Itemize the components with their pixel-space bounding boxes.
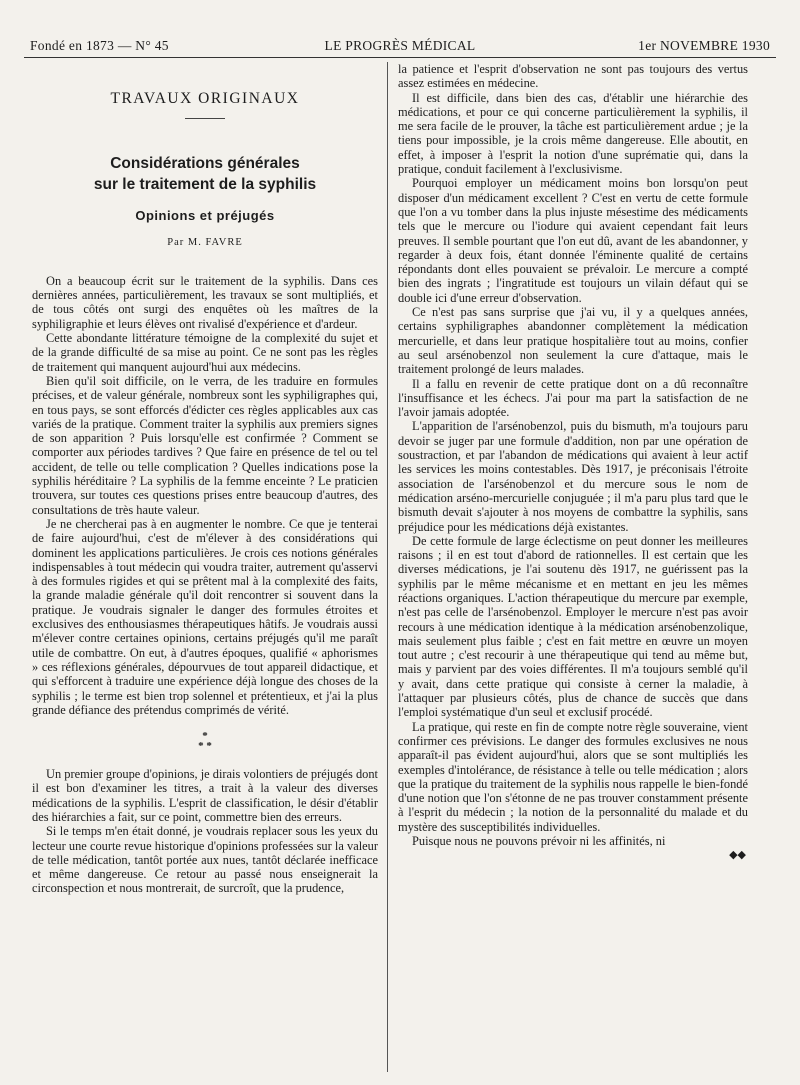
paragraph: L'apparition de l'arsénobenzol, puis du bismuth, m'a toujours paru devoir se juger par une formule d'addition, non par une opération de soustraction, et par l'abandon de médications qui avaient à leur actif les services les moins contestables. Dès 1917, je préconisais l'étroite association de l'arsénobenzol et du mercure sous le nom de médication arséno-mercurielle conjuguée ; il m'a paru plus tard que le bismuth devait s'ajouter à nos moyens de combattre la syphilis, sans préjudice pour les médications déjà existantes. (398, 419, 748, 534)
asterism-top: * (202, 730, 208, 743)
article-subtitle: Opinions et préjugés (135, 208, 275, 224)
paragraph: Puisque nous ne pouvons prévoir ni les affinités, ni (412, 834, 666, 849)
left-body (32, 274, 378, 717)
header-date: 1er NOVEMBRE 1930 (638, 38, 770, 53)
paragraph: Il est difficile, dans bien des cas, d'établir une hiérarchie des médications, et pour ce qui concerne particulièrement la syphilis, il me sera facile de le prouver, la tâche est particulièrement ardue ; je la tiens pour impossible, je la crois même dangereuse. Elle aboutit, en effet, à imposer à l'esprit la notion d'une suprématie qui, dans la pratique, conduit facilement à l'exclusivisme. (398, 90, 748, 177)
byline (32, 236, 378, 250)
asterism-separator (32, 731, 378, 751)
article-title-line1: Considérations générales (110, 155, 300, 173)
section-rule (185, 118, 225, 119)
paragraph: Je ne chercherai pas à en augmenter le nombre. Ce que je tenterai de faire aujourd'hui, c'est de m'élever à des considérations qui dominent les applications particulières. Je crois ces notions générales indispensables à tout médecin qui voudra traiter, autrement qu'asservi à des formules rigides et qui se prêtent mal à la complexité des faits, la grande maladie générale qu'il doit rencontrer si souvent dans la pratique. Je voudrais signaler le danger des formules étroites et exclusives des enthousiasmes thérapeutiques hâtifs. Je voudrais aussi m'élever contre certaines opinions, certains préjugés qu'il me paraît utile de combattre. On eut, à d'autres époques, qualifié « aphorismes » ces réflexions générales, dépourvues de tout appareil didactique, et qui s'efforcent à traduire une expérience déjà longue des choses de la syphilis ; le terme est bien trop solennel et prétentieux, et j'ai la plus grande défiance des prétendus comprimés de vérité. (32, 516, 378, 717)
left-column (32, 62, 378, 896)
paragraph: Bien qu'il soit difficile, on le verra, de les traduire en formules précises, et de valeur générale, nombreux sont les syphiligraphes qui, en tous pays, se sont efforcés d'édicter ces règles applicables aux cas variés de la pratique. Comment traiter la syphilis aux premiers signes de son apparition ? Puis lorsqu'elle est confirmée ? Comment se comporter aux périodes tardives ? Que faire en présence de tel ou tel accident, de telle ou telle complication ? Quelles indications pose la syphilis héréditaire ? La syphilis de la femme enceinte ? Le praticien trouvera, sur toutes ces questions prises entre beaucoup d'autres, des consultations de très haute valeur. (32, 373, 378, 517)
paragraph: On a beaucoup écrit sur le traitement de la syphilis. Dans ces dernières années, particulièrement, les travaux se sont multipliés, et de tous côtés ont surgi des enquêtes où les maîtres de la syphiligraphie et leurs élèves ont rivalisé d'expérience et d'ardeur. (32, 273, 378, 331)
paragraph: Ce n'est pas sans surprise que j'ai vu, il y a quelques années, certains syphiligraphes abandonner complètement la médication mercurielle, et dans leur pratique hospitalière tout au moins, confier au seul arsénobenzol non seulement la cure d'attaque, mais le traitement prolongé de leurs malades. (398, 305, 748, 377)
paragraph-continued: la patience et l'esprit d'observation ne sont pas toujours des vertus assez estimées en médecine. (398, 62, 748, 91)
paragraph: Il a fallu en revenir de cette pratique dont on a dû reconnaître l'insuffisance et les échecs. J'ai pour ma part la satisfaction de ne l'avoir jamais adoptée. (398, 376, 748, 420)
article-title (32, 153, 378, 195)
paragraph: De cette formule de large éclectisme on peut donner les meilleures raisons ; il en est tout d'abord de rationnelles. Il est certain que les diverses médications, je l'ai soutenu dès 1917, ne guérissent pas la syphilis par le même mécanisme et en mettant en jeu les mêmes réactions organiques. L'action thérapeutique du mercure par exemple, n'est pas celle de l'arsénobenzol. Employer le mercure n'est pas avoir recours à une médication identique à la médication arsénobenzolique, mais seulement plus faible ; c'est en fait mettre en œuvre un moyen tout autre ; c'est recourir à une thérapeutique qui tend au même but, mais y parvient par des voies différentes. Il m'a toujours semblé qu'il y avait, dans cette pratique qui consiste à cerner la maladie, à l'attaquer par plusieurs côtés, plus de chance de succès que dans l'emploi systématique d'un seul et exclusif procédé. (398, 533, 748, 720)
continuation-mark: ◆◆ (729, 849, 746, 862)
header-founded: Fondé en 1873 — N° 45 (30, 38, 169, 53)
paragraph: Cette abondante littérature témoigne de la complexité du sujet et de la grande difficulté de sa mise au point. Ce ne sont pas les règles de traitement qui manquent aujourd'hui aux médecins. (32, 331, 378, 374)
asterism-bottom: * * (198, 740, 212, 753)
header-rule (24, 57, 776, 58)
column-divider (387, 62, 388, 1072)
running-header (30, 38, 770, 54)
paragraph: Si le temps m'en était donné, je voudrais replacer sous les yeux du lecteur une courte revue historique d'opinions professées sur la valeur de telle médication, tantôt portée aux nues, tantôt déclarée inefficace et même dangereuse. Ce retour au passé nous enseignerait la circonspection et nous montrerait, de surcroît, que la prudence, (32, 824, 378, 896)
right-column (398, 62, 748, 863)
article-title-line2: sur le traitement de la syphilis (93, 176, 317, 194)
header-journal-title: LE PROGRÈS MÉDICAL (324, 38, 476, 53)
author-name: M. FAVRE (187, 236, 243, 248)
section-title: TRAVAUX ORIGINAUX (110, 90, 300, 107)
paragraph: Pourquoi employer un médicament moins bon lorsqu'on peut disposer d'un médicament excellent ? C'est en vertu de cette formule que l'on a vu tomber dans la plus injuste mésestime des médicaments tels que le mercure ou l'iodure qui avaient cependant fait leurs preuves. Il semble pourtant que l'on eut dû, avant de les abandonner, y regarder à deux fois, étant donnée l'éminente qualité de certains répondants dont elles pouvaient se prévaloir. Le mercure a compté bien des ingrats ; l'ingratitude est toujours un vilain défaut qui se double ici d'une erreur d'observation. (398, 176, 748, 305)
paragraph: Un premier groupe d'opinions, je dirais volontiers de préjugés dont il est bon d'examiner les titres, a trait à la valeur des diverses médications de la syphilis. L'esprit de classification, le désir d'établir des hiérarchies a fait, sur ce point, commettre bien des erreurs. (32, 767, 378, 824)
byline-prefix: Par (167, 236, 185, 248)
paragraph: La pratique, qui reste en fin de compte notre règle souveraine, vient confirmer ces prévisions. Le danger des formules exclusives ne nous apparaît-il pas évident aujourd'hui, alors que se sont multipliés les exemples d'intolérance, de résistance à telle ou telle médication ; alors que la pratique du traitement de la syphilis nous rappelle le bien-fondé d'une notion que l'on s'étonne de ne pas trouver constamment présente à l'esprit du médecin ; la notion de la personnalité du malade et du mystère des susceptibilités individuelles. (398, 719, 748, 834)
